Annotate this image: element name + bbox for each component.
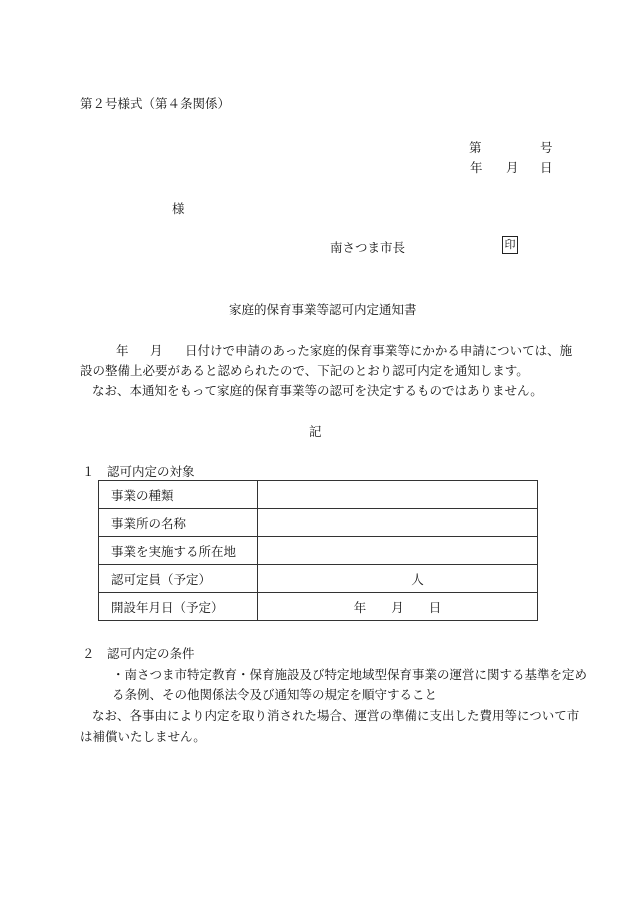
- row-label: 開設年月日（予定）: [99, 593, 258, 621]
- row-value: 人: [258, 565, 538, 593]
- seal-mark: 印: [502, 236, 518, 254]
- sender-name: 南さつま市長: [330, 240, 406, 255]
- section2-note-line1: なお、各事由により内定を取り消された場合、運営の準備に支出した費用等について市: [92, 708, 580, 723]
- row-value: [258, 537, 538, 565]
- date-day-label: 日: [540, 160, 553, 175]
- row-label: 事業所の名称: [99, 509, 258, 537]
- row-value: [258, 509, 538, 537]
- document-number-suffix: 号: [540, 140, 553, 155]
- table-row: [99, 565, 538, 593]
- row-label: 認可定員（予定）: [99, 565, 258, 593]
- date-month-label: 月: [506, 160, 519, 175]
- section1-heading: １ 認可内定の対象: [82, 464, 195, 479]
- body-date-month: 月: [150, 343, 163, 358]
- row-value: 年 月 日: [258, 593, 538, 621]
- document-title: 家庭的保育事業等認可内定通知書: [229, 302, 417, 317]
- row-label: 事業の種類: [99, 481, 258, 509]
- table-row: [99, 593, 538, 621]
- form-number: 第２号様式（第４条関係）: [80, 96, 231, 111]
- body-note: なお、本通知をもって家庭的保育事業等の認可を決定するものではありません。: [92, 383, 543, 398]
- body-intro-line2: 設の整備上必要があると認められたので、下記のとおり認可内定を通知します。: [80, 363, 529, 378]
- document-number-prefix: 第: [469, 140, 482, 155]
- recipient-suffix: 様: [172, 201, 185, 216]
- section2-heading: ２ 認可内定の条件: [82, 646, 195, 661]
- body-intro-line1: 日付けで申請のあった家庭的保育事業等にかかる申請については、施: [185, 343, 573, 358]
- condition-line1: ・南さつま市特定教育・保育施設及び特定地域型保育事業の運営に関する基準を定め: [112, 667, 588, 682]
- row-label: 事業を実施する所在地: [99, 537, 258, 565]
- table-row: [99, 537, 538, 565]
- table-row: [99, 509, 538, 537]
- body-date-year: 年: [116, 343, 129, 358]
- date-year-label: 年: [470, 160, 483, 175]
- ki-heading: 記: [309, 424, 322, 439]
- row-value: [258, 481, 538, 509]
- target-table: [98, 480, 538, 621]
- section2-note-line2: は補償いたしません。: [80, 729, 206, 744]
- table-row: [99, 481, 538, 509]
- condition-line2: る条例、その他関係法令及び通知等の規定を順守すること: [112, 687, 438, 702]
